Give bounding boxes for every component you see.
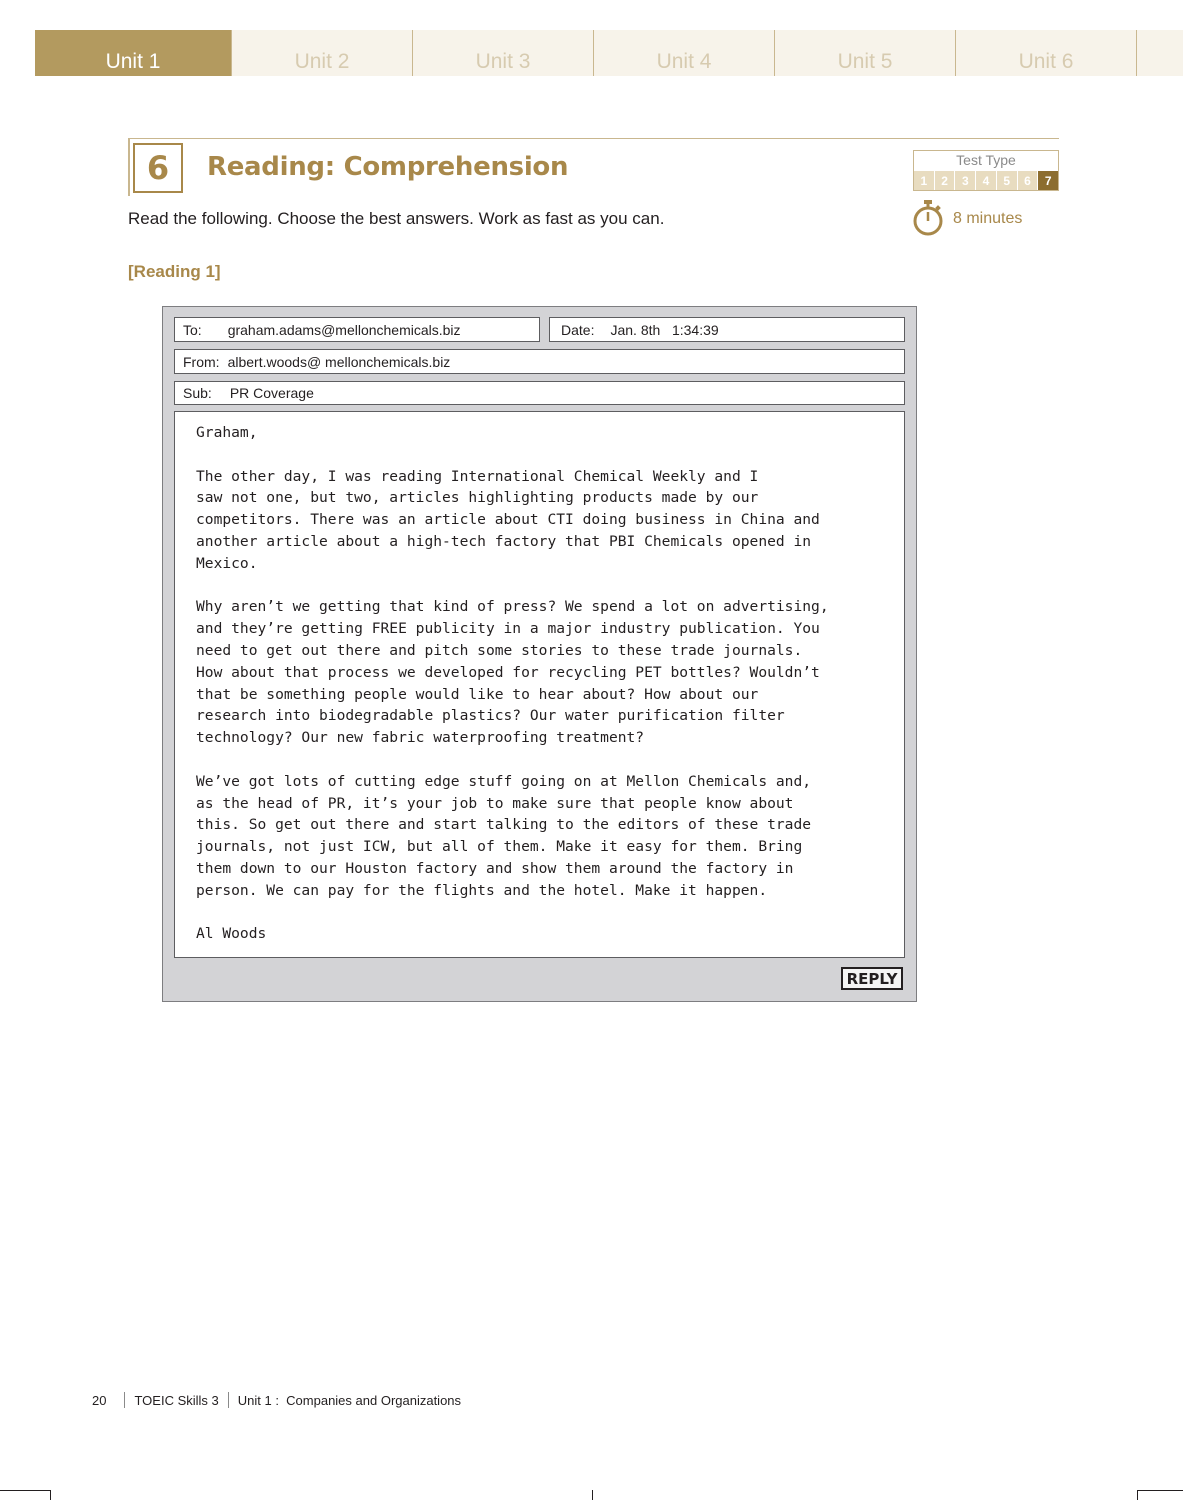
test-type-cell: 5 [997, 171, 1018, 190]
subject-label: Sub: [183, 385, 212, 401]
page-number: 20 [92, 1392, 107, 1408]
page-title: Reading: Comprehension [207, 152, 569, 182]
email-signature: Al Woods [196, 925, 267, 943]
date-label: Date: [561, 321, 595, 338]
subject-value: PR Coverage [229, 385, 314, 401]
email-paragraph: We’ve got lots of cutting edge stuff going on at Mellon Chemicals and, as the head of PR, it’s your job to make sure that people know about this. So get out there and start talking to the editors of these trade journals, not just ICW, but all of them. Make it easy for them. Bring them down to our Houston factory and show them around the factory in person. We can pay for the flights and the hotel. Make it happen. [196, 772, 812, 899]
stopwatch-icon [912, 200, 944, 236]
tab-unit-4[interactable]: Unit 4 [594, 30, 775, 76]
test-type-cell: 4 [976, 171, 997, 190]
crop-mark [1137, 1490, 1138, 1500]
reply-button[interactable]: REPLY [841, 967, 903, 990]
to-label: To: [183, 321, 202, 338]
footer-divider [228, 1392, 229, 1408]
email-paragraph: The other day, I was reading International Chemical Weekly and I saw not one, but two, articles highlighting products made by our competitors. There was an article about CTI doing business in China and another article about a high-tech factory that PBI Chemicals opened in Mexico. [196, 467, 820, 572]
section-number: 6 [133, 143, 183, 193]
tab-unit-5[interactable]: Unit 5 [775, 30, 956, 76]
email-body[interactable] [174, 411, 905, 958]
to-value: graham.adams@mellonchemicals.biz [227, 321, 461, 338]
test-type-cell: 2 [935, 171, 956, 190]
tab-unit-6[interactable]: Unit 6 [956, 30, 1137, 76]
footer-divider [124, 1392, 125, 1408]
test-type-label: Test Type [956, 152, 1016, 168]
test-type-cell: 6 [1018, 171, 1039, 190]
test-type-cell: 1 [914, 171, 935, 190]
date-field [549, 317, 905, 342]
test-type-cell-active: 7 [1038, 171, 1058, 190]
header-rule [128, 138, 1059, 139]
test-type-cells [914, 171, 1058, 190]
email-greeting: Graham, [196, 424, 258, 441]
time-limit: 8 minutes [953, 210, 1023, 227]
unit-title: Unit 1 : Companies and Organizations [237, 1392, 462, 1408]
tab-unit-2[interactable]: Unit 2 [232, 30, 413, 76]
email-window [162, 306, 917, 1002]
from-field[interactable] [174, 349, 905, 374]
crop-mark [0, 1490, 50, 1491]
tab-unit-1[interactable]: Unit 1 [35, 30, 232, 76]
tab-spacer [1137, 30, 1183, 76]
email-paragraph: Why aren’t we getting that kind of press? We spend a lot on advertising, and they’re getting FREE publicity in a major industry publication. You need to get out there and pitch some stories to these trade journals. How about that process we developed for recycling PET bottles? Wouldn’t that be something people would like to hear about? How about our research into biodegradable plastics? Our water purification filter technology? Our new fabric waterproofing treatment? [196, 598, 829, 747]
to-field[interactable] [174, 317, 540, 342]
instructions: Read the following. Choose the best answers. Work as fast as you can. [128, 209, 665, 228]
crop-mark [592, 1490, 593, 1500]
from-label: From: [183, 353, 220, 370]
unit-tabs [35, 30, 1183, 76]
crop-mark [50, 1490, 51, 1500]
test-type-box [913, 150, 1059, 191]
from-value: albert.woods@ mellonchemicals.biz [227, 353, 451, 370]
date-value: Jan. 8th 1:34:39 [610, 321, 719, 338]
test-type-cell: 3 [955, 171, 976, 190]
tab-unit-3[interactable]: Unit 3 [413, 30, 594, 76]
crop-mark [1137, 1490, 1183, 1491]
subject-field[interactable] [174, 381, 905, 405]
page-footer [92, 1392, 461, 1408]
reading-label: [Reading 1] [128, 262, 221, 281]
book-title: TOEIC Skills 3 [134, 1392, 219, 1408]
header-side-rule [128, 139, 130, 196]
